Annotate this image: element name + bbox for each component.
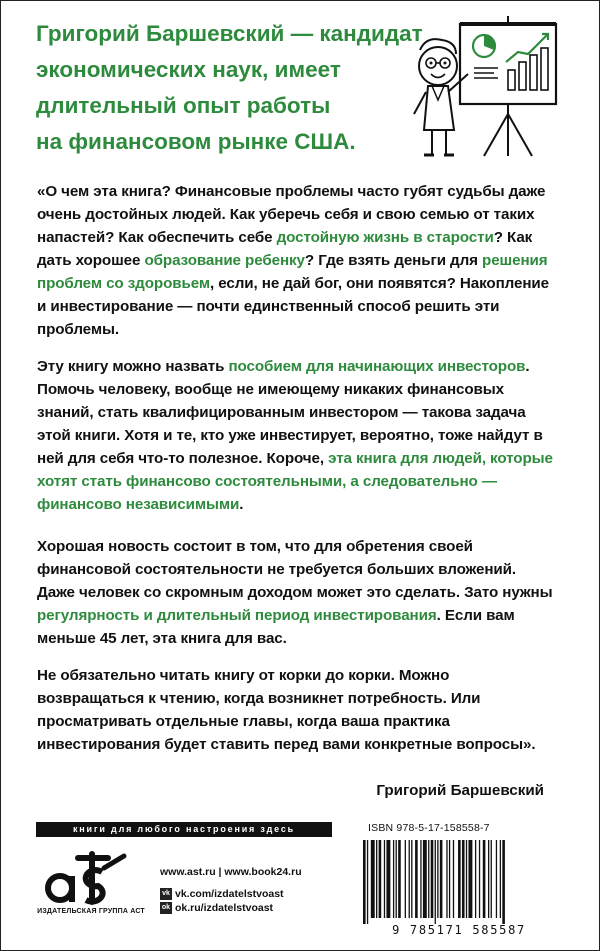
hero-line: экономических наук, имеет bbox=[36, 57, 341, 82]
barcode-bar bbox=[396, 840, 397, 918]
barcode-bar bbox=[496, 840, 497, 918]
barcode-bar bbox=[379, 840, 382, 918]
barcode-bar bbox=[446, 840, 447, 918]
barcode-bar bbox=[437, 840, 438, 918]
text-segment: ? Как дать хорошее bbox=[37, 229, 533, 269]
barcode-bar bbox=[475, 840, 476, 918]
text-segment: Хорошая новость состоит в том, что для обретения своей финансовой состоятельности не требуется больших вложений. Даже человек со скромным доходом может это сделать. Зато нужны bbox=[37, 538, 553, 601]
ast-logo bbox=[42, 848, 134, 912]
barcode-bar bbox=[479, 840, 480, 918]
barcode-bar bbox=[363, 840, 366, 924]
annotation-body bbox=[37, 180, 557, 775]
text-segment: Эту книгу можно назвать bbox=[37, 358, 229, 375]
barcode-bar bbox=[483, 840, 486, 918]
barcode-bar bbox=[466, 840, 467, 918]
vk-url: vk.com/izdatelstvoast bbox=[175, 888, 284, 900]
barcode-bar bbox=[409, 840, 410, 918]
ok-url: ok.ru/izdatelstvoast bbox=[175, 902, 274, 914]
hero-line: длительный опыт работы bbox=[36, 93, 331, 118]
text-segment: , если, не дай бог, они появятся? Накопление и инвестирование — почти единственный способ решить эти проблемы. bbox=[37, 275, 550, 338]
text-segment: «О чем эта книга? Финансовые проблемы часто губят судьбы даже очень достойных людей. Как уберечь себя и свою семью от таких напастей? Как обеспечить себе bbox=[37, 183, 546, 246]
social-vk-link[interactable] bbox=[160, 888, 284, 900]
barcode-bar bbox=[453, 840, 454, 918]
highlighted-phrase: образование ребенку bbox=[144, 252, 305, 269]
highlighted-phrase: регулярность и длительный период инвестирования bbox=[37, 607, 437, 624]
text-segment: . bbox=[239, 496, 244, 513]
text-segment: . Если вам меньше 45 лет, эта книга для вас. bbox=[37, 607, 515, 647]
text-segment: ? Где взять деньги для bbox=[304, 252, 483, 269]
highlighted-phrase: эта книга для людей, которые хотят стать финансово состоятельными, а следовательно — финансово независимыми bbox=[37, 450, 553, 513]
publisher-name: ИЗДАТЕЛЬСКАЯ ГРУППА АСТ bbox=[37, 908, 145, 915]
barcode-bar bbox=[386, 840, 390, 918]
barcode-bar bbox=[502, 840, 505, 924]
hero-line: Григорий Баршевский — кандидат bbox=[36, 21, 423, 46]
isbn-barcode bbox=[359, 840, 559, 924]
highlighted-phrase: решения проблем со здоровьем bbox=[37, 252, 548, 292]
barcode-bar bbox=[405, 840, 406, 918]
hero-line: на финансовом рынке США. bbox=[36, 129, 356, 154]
text-segment: . Помочь человеку, вообще не имеющему никаких финансовых знаний, стать квалифицированным инвестором — такова задача этой книги. Хотя и те, кто уже инвестирует, вероятно, тоже найдут в ней для себя что-то полезное. Короче, bbox=[37, 358, 543, 467]
annotation-paragraph bbox=[37, 535, 557, 650]
barcode-bar bbox=[440, 840, 443, 918]
barcode-bar bbox=[488, 840, 489, 918]
barcode-bar bbox=[423, 840, 427, 918]
barcode-bar bbox=[376, 840, 377, 918]
barcode-bar bbox=[468, 840, 472, 918]
barcode-bar bbox=[367, 840, 368, 924]
barcode-bar bbox=[415, 840, 418, 918]
barcode-bar bbox=[398, 840, 401, 918]
barcode-bar bbox=[393, 840, 394, 918]
highlighted-phrase: достойную жизнь в старости bbox=[276, 229, 494, 246]
barcode-bar bbox=[462, 840, 465, 918]
tagline-banner: книги для любого настроения здесь bbox=[36, 822, 332, 837]
barcode-bar bbox=[458, 840, 461, 918]
barcode-bar bbox=[384, 840, 385, 918]
annotation-paragraph bbox=[37, 355, 557, 516]
barcode-bar bbox=[420, 840, 421, 918]
isbn-label: ISBN 978-5-17-158558-7 bbox=[368, 822, 490, 834]
vk-icon: vk bbox=[160, 888, 172, 900]
barcode-bar bbox=[428, 840, 429, 918]
barcode-bar bbox=[491, 840, 492, 918]
ok-icon: ok bbox=[160, 902, 172, 914]
highlighted-phrase: пособием для начинающих инвесторов bbox=[228, 358, 526, 375]
text-segment: Не обязательно читать книгу от корки до корки. Можно возвращаться к чтению, когда возникнет потребность. Или просматривать отдельные главы, когда ваша практика инвестирования будет ставить перед вами конкретные вопросы». bbox=[37, 667, 536, 753]
social-ok-link[interactable] bbox=[160, 902, 273, 914]
annotation-paragraph bbox=[37, 664, 557, 756]
annotation-paragraph bbox=[37, 180, 557, 341]
website-links[interactable]: www.ast.ru | www.book24.ru bbox=[160, 866, 302, 878]
barcode-digits: 9 785171 585587 bbox=[392, 923, 526, 937]
barcode-bar bbox=[500, 840, 501, 918]
barcode-bar bbox=[371, 840, 375, 918]
barcode-bar bbox=[431, 840, 434, 918]
author-bio-heading bbox=[36, 16, 436, 160]
barcode-bar bbox=[449, 840, 450, 918]
presenter-illustration bbox=[402, 10, 572, 160]
barcode-bar bbox=[411, 840, 412, 918]
author-signature: Григорий Баршевский bbox=[376, 782, 544, 799]
barcode-bar bbox=[435, 840, 436, 924]
